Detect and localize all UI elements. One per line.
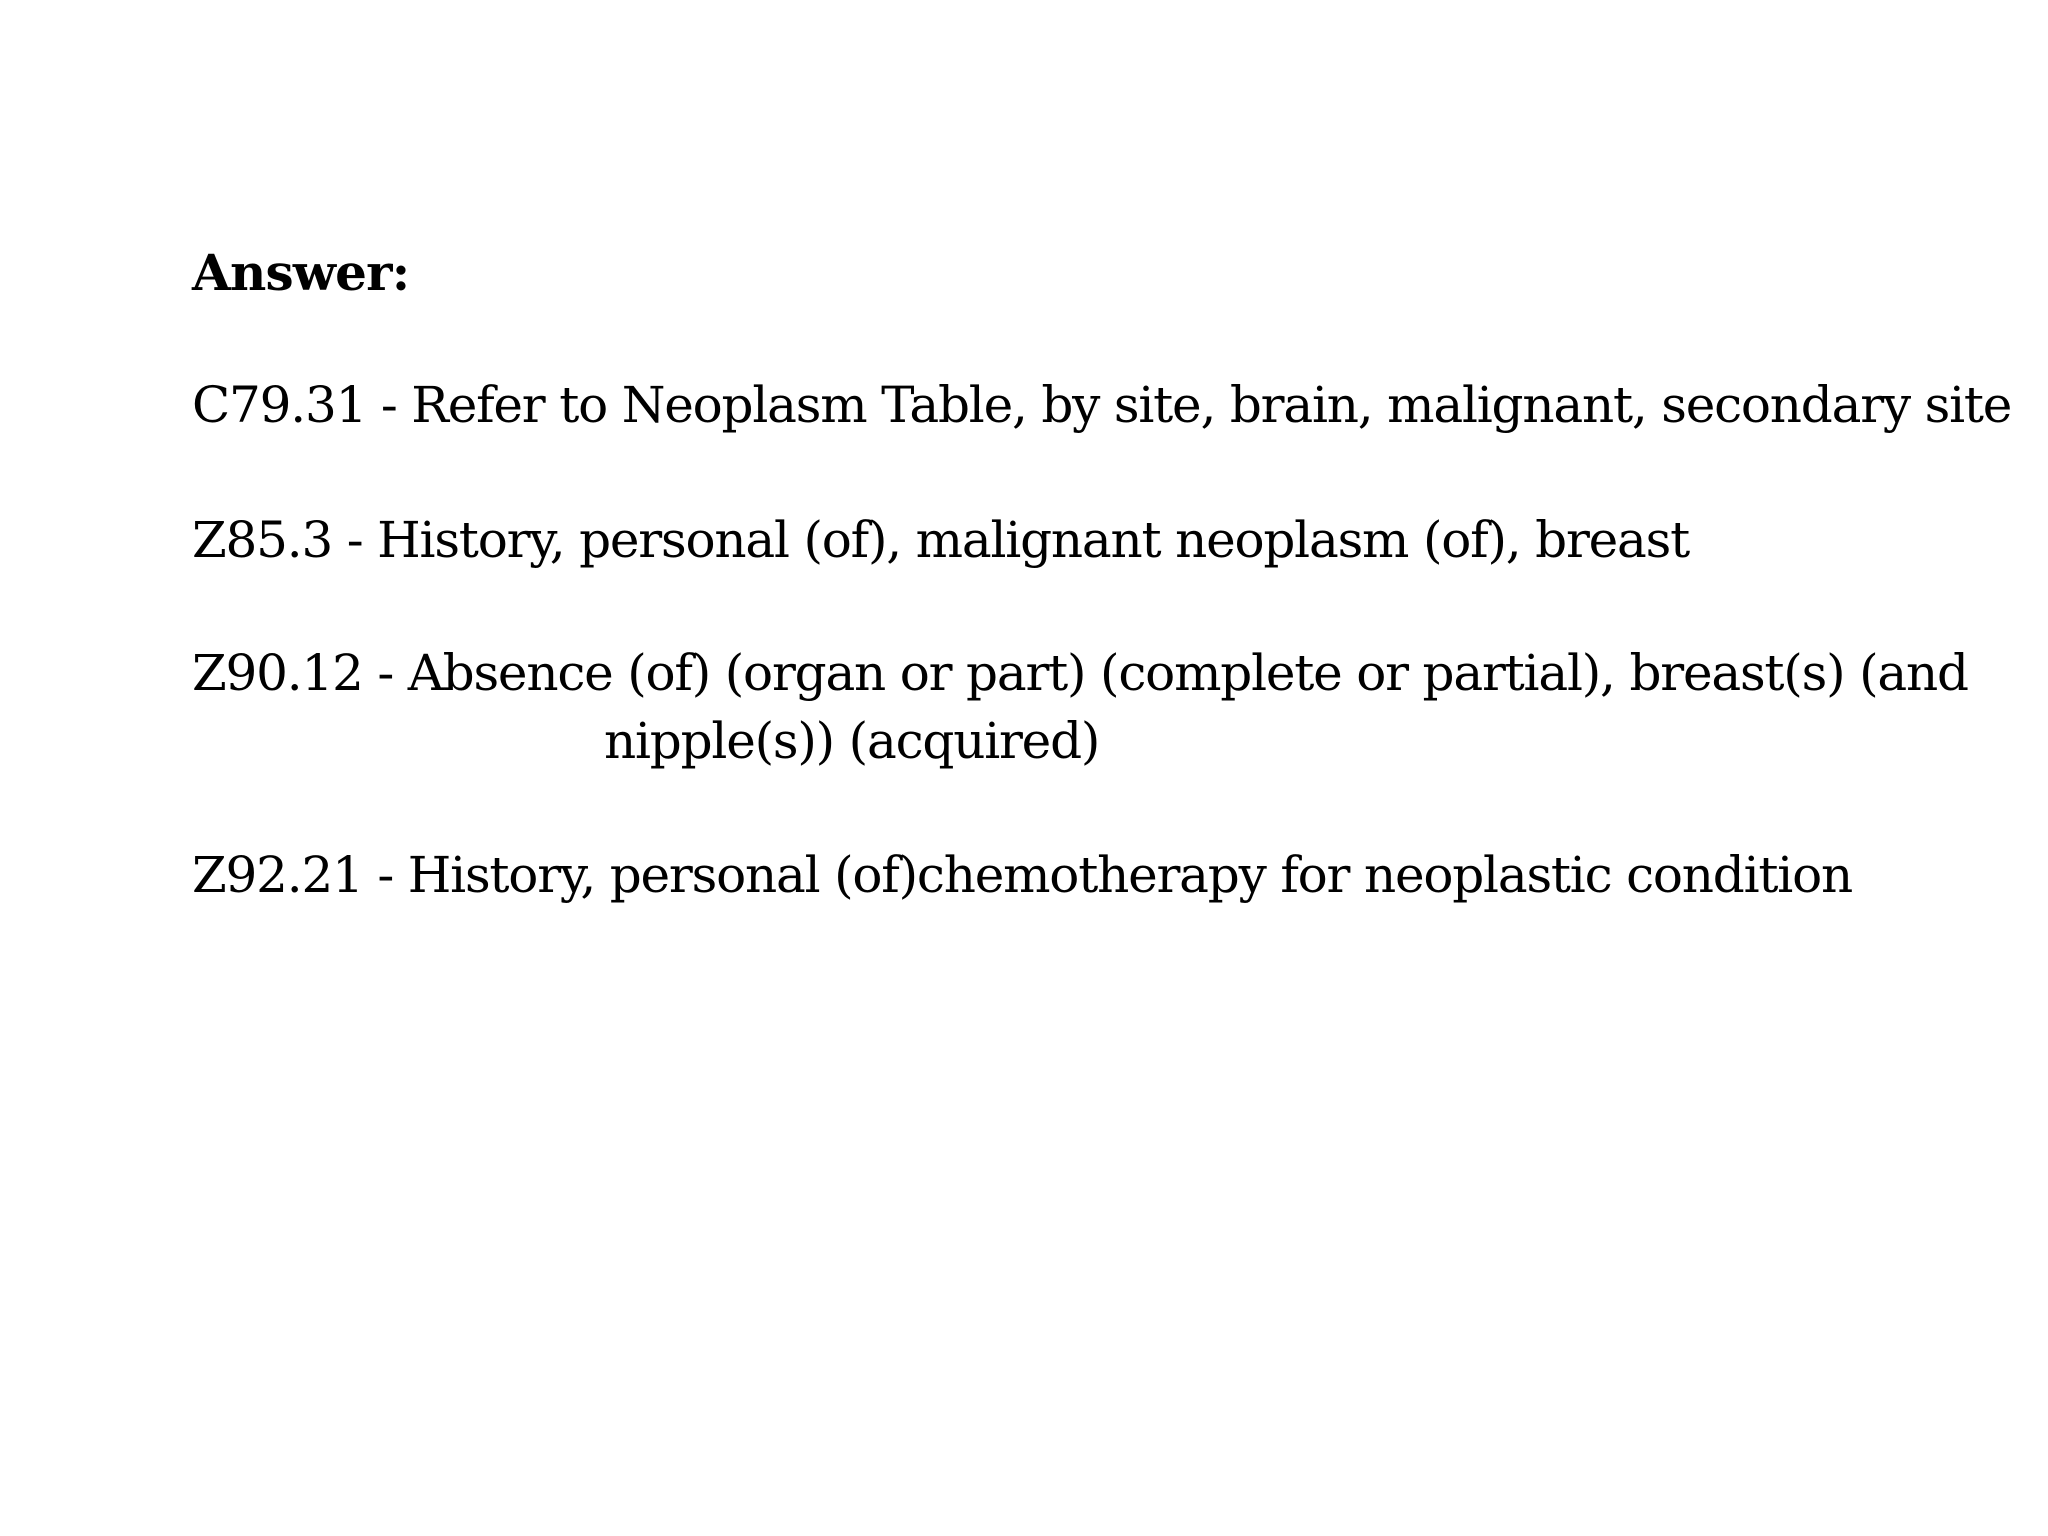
answer-heading: Answer:: [192, 243, 410, 302]
answer-z85-3: Z85.3 - History, personal (of), malignant neoplasm (of), breast: [192, 511, 1690, 569]
answer-z92-21: Z92.21 - History, personal (of)chemotherapy for neoplastic condition: [192, 846, 1852, 904]
answer-z90-12-continuation: nipple(s)) (acquired): [604, 712, 1100, 770]
answer-z90-12: Z90.12 - Absence (of) (organ or part) (complete or partial), breast(s) (and: [192, 644, 1968, 702]
answer-c79-31: C79.31 - Refer to Neoplasm Table, by site, brain, malignant, secondary site: [192, 376, 2012, 434]
